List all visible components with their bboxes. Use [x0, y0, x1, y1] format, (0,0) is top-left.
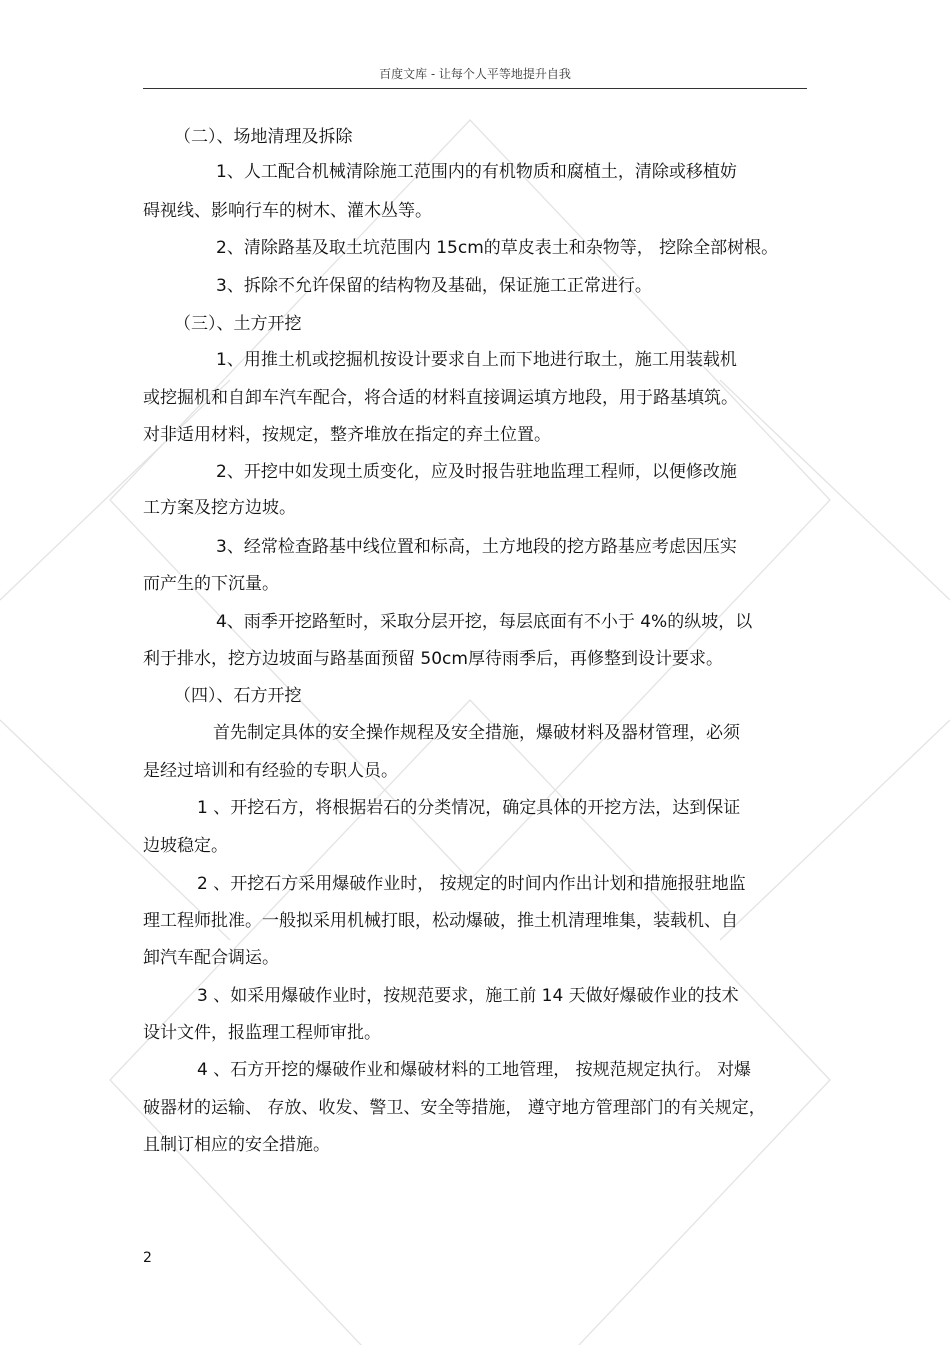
paragraph-line: 设计文件，报监理工程师审批。 — [143, 1023, 381, 1043]
paragraph-line: 工方案及挖方边坡。 — [143, 498, 296, 518]
paragraph-line: 碍视线、影响行车的树木、灌木丛等。 — [143, 201, 432, 221]
paragraph-line: 2 、开挖石方采用爆破作业时， 按规定的时间内作出计划和措施报驻地监 — [197, 874, 746, 894]
page-number: 2 — [143, 1250, 152, 1266]
paragraph-line: 破器材的运输、 存放、收发、警卫、安全等措施， 遵守地方管理部门的有关规定， — [143, 1098, 766, 1118]
paragraph-line: 2、开挖中如发现土质变化，应及时报告驻地监理工程师，以便修改施 — [216, 462, 737, 482]
paragraph-line: 利于排水，挖方边坡面与路基面预留 50cm厚待雨季后，再修整到设计要求。 — [143, 649, 723, 669]
section-heading-rock-excavation: （四）、石方开挖 — [174, 686, 302, 706]
paragraph-line: 首先制定具体的安全操作规程及安全措施，爆破材料及器材管理，必须 — [213, 723, 740, 743]
paragraph-line: 1、用推土机或挖掘机按设计要求自上而下地进行取土，施工用装载机 — [216, 350, 737, 370]
paragraph-line: 3 、如采用爆破作业时，按规范要求，施工前 14 天做好爆破作业的技术 — [197, 986, 739, 1006]
paragraph-line: 理工程师批准。一般拟采用机械打眼，松动爆破，推土机清理堆集，装载机、自 — [143, 911, 738, 931]
paragraph-line: 3、拆除不允许保留的结构物及基础，保证施工正常进行。 — [216, 276, 652, 296]
paragraph-line: 1 、开挖石方，将根据岩石的分类情况，确定具体的开挖方法，达到保证 — [197, 798, 741, 818]
paragraph-line: 卸汽车配合调运。 — [143, 948, 279, 968]
paragraph-line: 4 、石方开挖的爆破作业和爆破材料的工地管理， 按规范规定执行。 对爆 — [197, 1060, 752, 1080]
paragraph-line: 对非适用材料，按规定，整齐堆放在指定的弃土位置。 — [143, 425, 551, 445]
paragraph-line: 2、清除路基及取土坑范围内 15cm的草皮表土和杂物等， 挖除全部树根。 — [216, 238, 779, 258]
paragraph-line: 或挖掘机和自卸车汽车配合，将合适的材料直接调运填方地段，用于路基填筑。 — [143, 388, 738, 408]
paragraph-line: 4、雨季开挖路堑时，采取分层开挖，每层底面有不小于 4%的纵坡，以 — [216, 612, 753, 632]
section-heading-earth-excavation: （三）、土方开挖 — [174, 314, 302, 334]
paragraph-line: 1、人工配合机械清除施工范围内的有机物质和腐植土，清除或移植妨 — [216, 162, 737, 182]
section-heading-site-clearing: （二）、场地清理及拆除 — [174, 127, 353, 147]
paragraph-line: 边坡稳定。 — [143, 836, 228, 856]
page-header: 百度文库 - 让每个人平等地提升自我 — [143, 64, 807, 89]
paragraph-line: 而产生的下沉量。 — [143, 574, 279, 594]
paragraph-line: 是经过培训和有经验的专职人员。 — [143, 761, 398, 781]
paragraph-line: 3、经常检查路基中线位置和标高，土方地段的挖方路基应考虑因压实 — [216, 537, 737, 557]
paragraph-line: 且制订相应的安全措施。 — [143, 1135, 330, 1155]
